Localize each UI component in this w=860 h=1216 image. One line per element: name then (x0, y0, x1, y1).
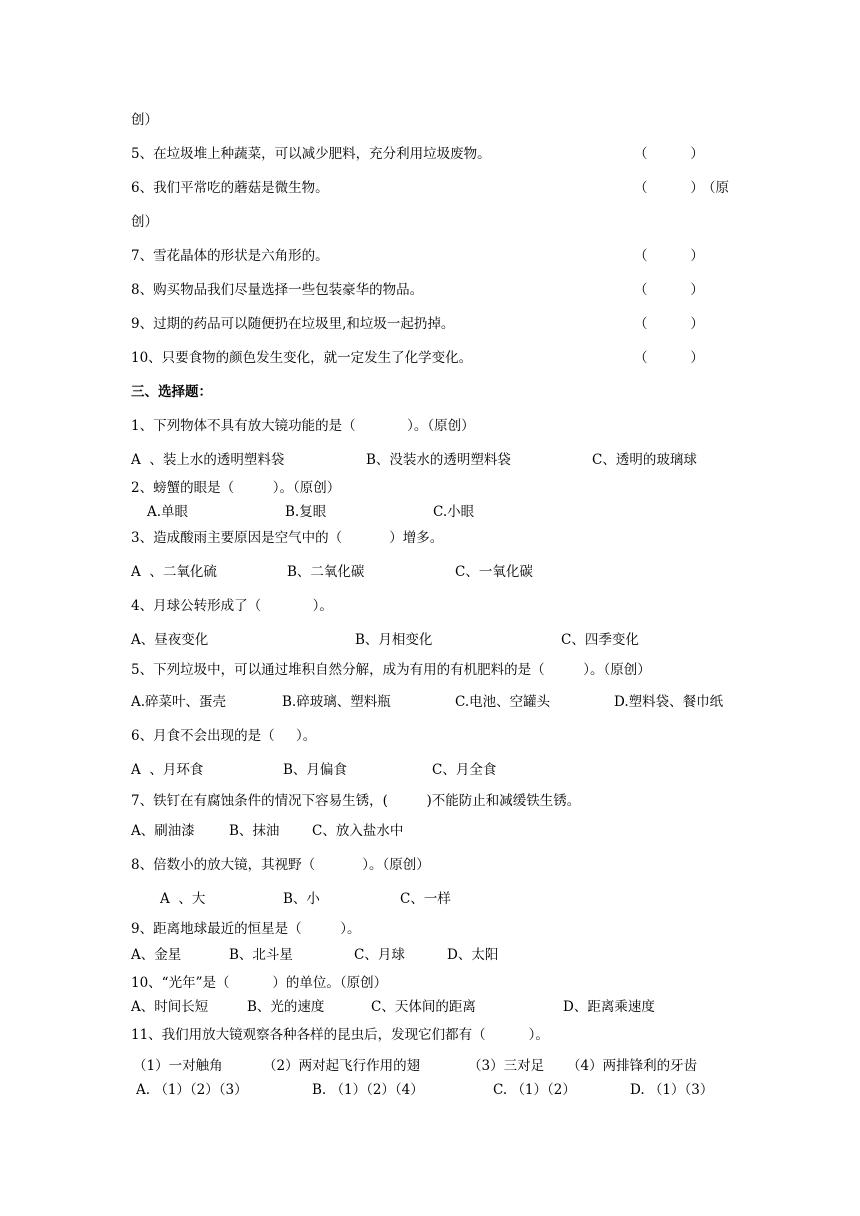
option-c: C.小眼 (433, 504, 475, 520)
mc-question-4: 4、月球公转形成了（ ）。 (131, 598, 333, 614)
answer-blank: （ ） (634, 282, 704, 298)
statement-item: （4）两排锋利的牙齿 (567, 1058, 698, 1074)
option-b: B、北斗星 (229, 947, 293, 963)
option-a: A、昼夜变化 (131, 632, 209, 648)
option-d: D、距离乘速度 (563, 999, 655, 1015)
option-c: C、四季变化 (561, 632, 639, 648)
option-b: B. （1）（2）（4） (312, 1082, 424, 1098)
option-c: C、放入盐水中 (312, 823, 404, 839)
option-a: A 、月环食 (131, 762, 204, 778)
option-b: B、抹油 (229, 823, 280, 839)
mc-question-1: 1、下列物体不具有放大镜功能的是（ ）。（原创） (131, 418, 475, 434)
statement-item: （2）两对起飞行作用的翅 (263, 1058, 421, 1074)
mc-question-2: 2、螃蟹的眼是（ ）。（原创） (131, 480, 341, 496)
option-a: A. （1）（2）（3） (136, 1082, 248, 1098)
option-b: B、光的速度 (247, 999, 325, 1015)
option-c: C、月球 (354, 947, 405, 963)
mc-question-9: 9、距离地球最近的恒星是（ ）。 (131, 921, 361, 937)
option-c: C、一氧化碳 (455, 564, 533, 580)
option-b: B、小 (283, 891, 320, 907)
section-heading: 三、选择题： (131, 384, 212, 400)
question-continuation: 创） (131, 214, 158, 230)
option-b: B、月相变化 (355, 632, 433, 648)
tf-question-6: 6、我们平常吃的蘑菇是微生物。 (131, 180, 329, 196)
option-a: A.碎菜叶、蛋壳 (131, 694, 227, 710)
option-d: D.塑料袋、餐巾纸 (614, 694, 724, 710)
option-a: A.单眼 (147, 504, 189, 520)
mc-question-5: 5、下列垃圾中，可以通过堆积自然分解，成为有用的有机肥料的是（ ）。（原创） (131, 662, 651, 678)
tf-question-9: 9、过期的药品可以随便扔在垃圾里,和垃圾一起扔掉。 (131, 316, 455, 332)
option-c: C、天体间的距离 (371, 999, 476, 1015)
tf-question-5: 5、在垃圾堆上种蔬菜，可以减少肥料，充分利用垃圾废物。 (131, 146, 491, 162)
option-c: C. （1）（2） (493, 1082, 576, 1098)
answer-blank: （ ） (634, 248, 704, 264)
option-a: A、金星 (131, 947, 182, 963)
mc-question-8: 8、倍数小的放大镜，其视野（ ）。（原创） (131, 857, 430, 873)
option-b: B.碎玻璃、塑料瓶 (282, 694, 391, 710)
question-continuation: 创） (131, 112, 158, 128)
option-d: D、太阳 (447, 947, 499, 963)
option-b: B、没装水的透明塑料袋 (366, 452, 511, 468)
source-tag: （原 (702, 180, 729, 196)
mc-question-3: 3、造成酸雨主要原因是空气中的（ ）增多。 (131, 530, 444, 546)
answer-blank: （ ） (634, 146, 704, 162)
option-c: C、月全食 (432, 762, 497, 778)
mc-question-6: 6、月食不会出现的是（ ）。 (131, 728, 317, 744)
option-b: B.复眼 (285, 504, 327, 520)
statement-item: （1）一对触角 (133, 1058, 223, 1074)
option-a: A 、大 (160, 891, 206, 907)
option-c: C.电池、空罐头 (455, 694, 551, 710)
tf-question-8: 8、购买物品我们尽量选择一些包装豪华的物品。 (131, 282, 424, 298)
option-c: C、一样 (400, 891, 451, 907)
option-d: D. （1）（3） (630, 1082, 714, 1098)
option-c: C、透明的玻璃球 (592, 452, 697, 468)
option-a: A 、装上水的透明塑料袋 (131, 452, 285, 468)
option-a: A 、二氧化硫 (131, 564, 217, 580)
mc-question-7: 7、铁钉在有腐蚀条件的情况下容易生锈，( )不能防止和减缓铁生锈。 (131, 793, 581, 809)
option-a: A、时间长短 (131, 999, 209, 1015)
tf-question-7: 7、雪花晶体的形状是六角形的。 (131, 248, 329, 264)
mc-question-10: 10、“光年”是（ ）的单位。（原创） (131, 975, 388, 991)
tf-question-10: 10、只要食物的颜色发生变化，就一定发生了化学变化。 (131, 350, 473, 366)
answer-blank: （ ） (634, 316, 704, 332)
option-b: B、二氧化碳 (287, 564, 365, 580)
option-b: B、月偏食 (283, 762, 347, 778)
option-a: A、刷油漆 (131, 823, 195, 839)
statement-item: （3）三对足 (468, 1058, 545, 1074)
answer-blank: （ ） (634, 180, 704, 196)
mc-question-11: 11、我们用放大镜观察各种各样的昆虫后，发现它们都有（ ）。 (131, 1027, 549, 1043)
answer-blank: （ ） (634, 350, 704, 366)
